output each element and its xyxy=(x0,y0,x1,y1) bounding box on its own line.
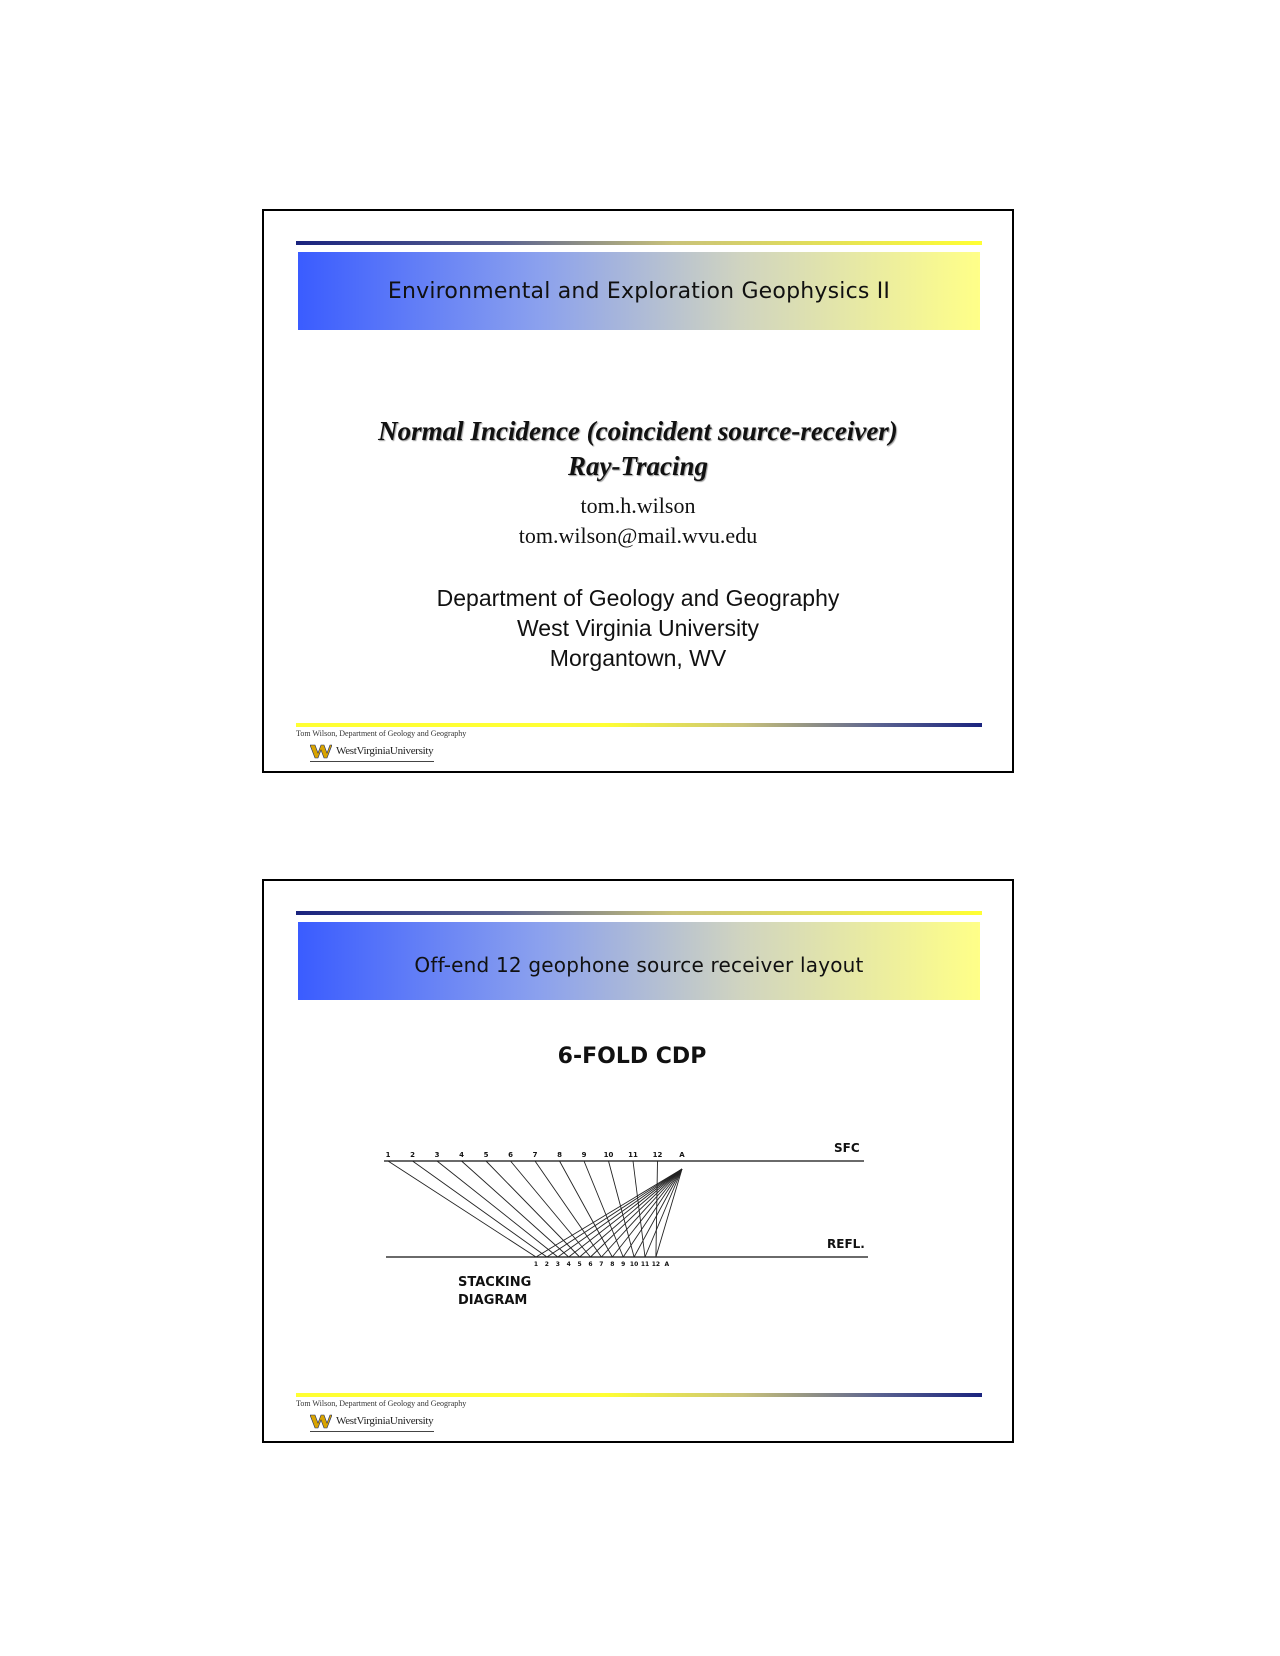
reflector-point-10: 10 xyxy=(629,1261,639,1268)
reflector-point-12: 12 xyxy=(651,1261,661,1268)
top-rule xyxy=(296,911,982,915)
course-banner: Environmental and Exploration Geophysics II xyxy=(298,252,980,330)
stacking-label-line-1: STACKING xyxy=(458,1275,532,1290)
surface-station-1: 1 xyxy=(385,1151,391,1159)
slide-layout xyxy=(262,879,1014,1443)
lecture-title-line-2: Ray-Tracing xyxy=(568,451,708,481)
author-name: tom.h.wilson xyxy=(580,493,696,518)
lecture-title xyxy=(264,414,1012,484)
stacking-label-line-2: DIAGRAM xyxy=(458,1293,528,1308)
surface-station-12: 12 xyxy=(652,1151,663,1159)
surface-station-4: 4 xyxy=(459,1151,464,1159)
ray-down-8 xyxy=(560,1161,613,1257)
surface-station-5: 5 xyxy=(483,1151,489,1159)
wvu-flying-wv-icon xyxy=(310,743,332,759)
ray-down-6 xyxy=(511,1161,591,1257)
reflector-point-9: 9 xyxy=(621,1261,626,1268)
ray-down-5 xyxy=(486,1161,580,1257)
reflector-point-A: A xyxy=(664,1261,670,1268)
wvu-logo-text: WestVirginiaUniversity xyxy=(336,1415,434,1427)
ray-up-6 xyxy=(591,1169,683,1257)
surface-station-6: 6 xyxy=(508,1151,513,1159)
reflector-point-5: 5 xyxy=(577,1261,582,1268)
surface-station-10: 10 xyxy=(603,1151,614,1159)
surface-station-labels xyxy=(386,1151,686,1159)
university-name: West Virginia University xyxy=(516,615,759,641)
surface-station-2: 2 xyxy=(410,1151,415,1159)
ray-up-9 xyxy=(623,1169,682,1257)
reflector-point-labels xyxy=(534,1261,670,1268)
reflector-point-8: 8 xyxy=(610,1261,615,1268)
page-number: 1 xyxy=(1190,1560,1196,1571)
author-email: tom.wilson@mail.wvu.edu xyxy=(518,523,758,548)
bottom-rule xyxy=(296,723,982,727)
surface-station-9: 9 xyxy=(581,1151,587,1159)
department-block xyxy=(264,583,1012,673)
ray-down-3 xyxy=(437,1161,558,1257)
surface-station-A: A xyxy=(679,1151,685,1159)
top-rule xyxy=(296,241,982,245)
slide-title xyxy=(262,209,1014,773)
stacking-diagram xyxy=(384,1041,904,1341)
ray-down-12 xyxy=(656,1161,658,1257)
ray-down-2 xyxy=(413,1161,547,1257)
surface-station-8: 8 xyxy=(557,1151,562,1159)
surface-station-7: 7 xyxy=(532,1151,538,1159)
reflector-label: REFL. xyxy=(827,1237,865,1251)
reflector-point-1: 1 xyxy=(533,1261,539,1268)
surface-label: SFC xyxy=(834,1141,860,1155)
ray-down-1 xyxy=(388,1161,536,1257)
wvu-logo xyxy=(310,741,434,762)
bottom-rule xyxy=(296,1393,982,1397)
ray-down-4 xyxy=(462,1161,569,1257)
department-name: Department of Geology and Geography xyxy=(436,585,840,611)
reflector-point-4: 4 xyxy=(566,1261,571,1268)
reflector-point-6: 6 xyxy=(588,1261,593,1268)
lecture-title-line-1: Normal Incidence (coincident source-receiver) xyxy=(378,416,898,446)
reflector-point-3: 3 xyxy=(555,1261,560,1268)
slide-banner: Off-end 12 geophone source receiver layout xyxy=(298,922,980,1000)
wvu-logo-text: WestVirginiaUniversity xyxy=(336,745,434,757)
ray-down-9 xyxy=(584,1161,623,1257)
wvu-logo xyxy=(310,1411,434,1432)
location: Morgantown, WV xyxy=(549,645,727,671)
footer-credit: Tom Wilson, Department of Geology and Geography xyxy=(296,729,467,738)
wvu-flying-wv-icon xyxy=(310,1413,332,1429)
footer-credit: Tom Wilson, Department of Geology and Geography xyxy=(296,1399,467,1408)
diagram-title: 6-FOLD CDP xyxy=(557,1044,707,1069)
reflector-point-7: 7 xyxy=(599,1261,604,1268)
reflector-point-2: 2 xyxy=(544,1261,549,1268)
reflector-point-11: 11 xyxy=(640,1261,650,1268)
surface-station-11: 11 xyxy=(628,1151,638,1159)
author-block xyxy=(264,491,1012,551)
ray-up-4 xyxy=(569,1169,682,1257)
ray-paths xyxy=(388,1161,682,1257)
surface-station-3: 3 xyxy=(434,1151,440,1159)
